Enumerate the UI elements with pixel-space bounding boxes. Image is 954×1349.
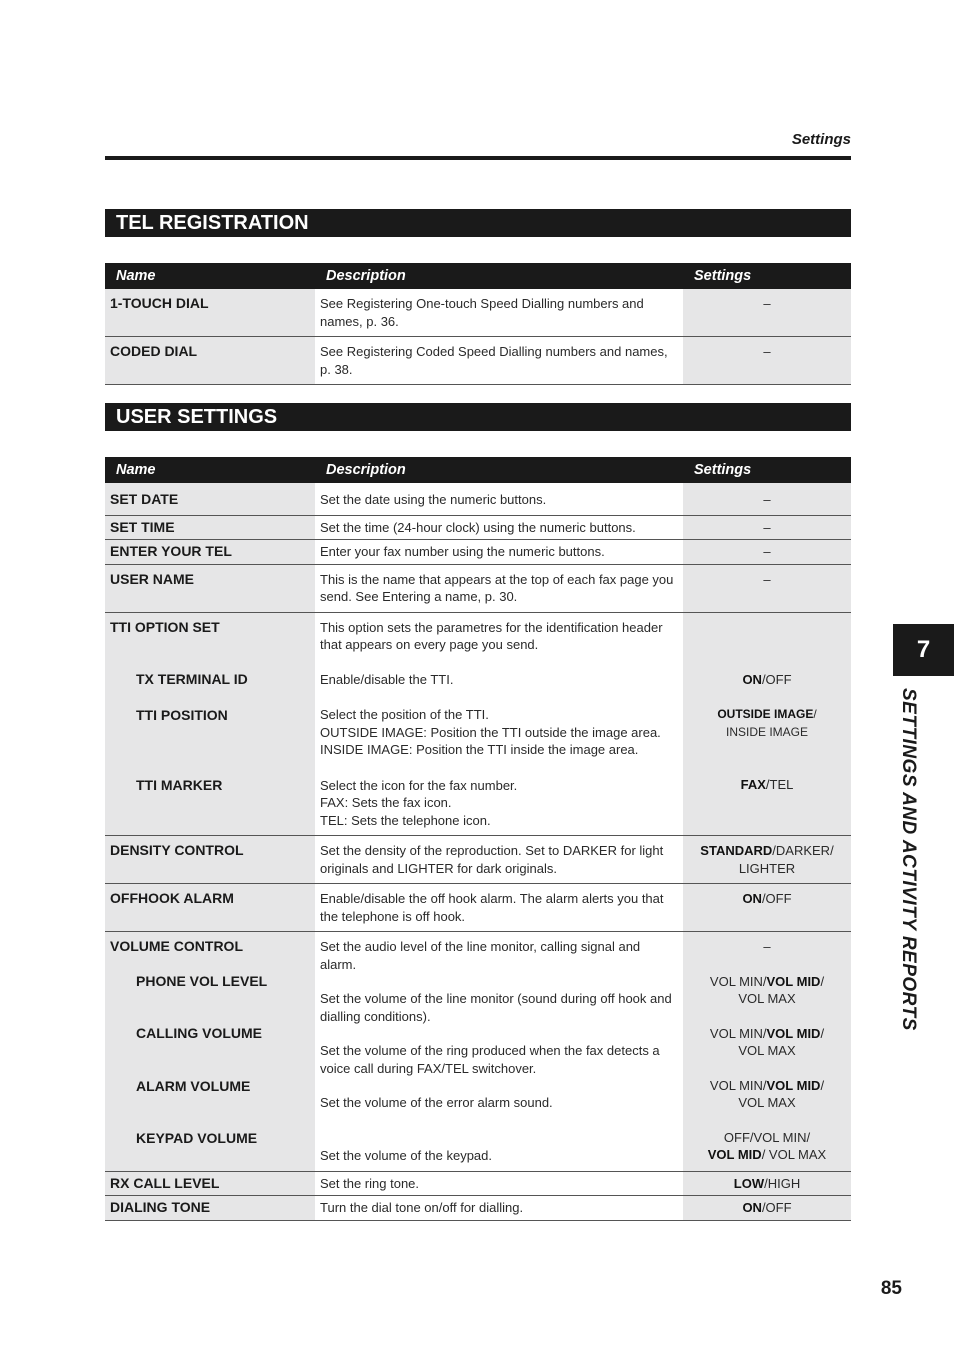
setting-value: OUTSIDE IMAGE/ [717,707,817,721]
table-row [105,564,851,612]
row-description: INSIDE IMAGE: Position the TTI inside the image area. [320,742,639,757]
column-header-name: Name [105,457,315,483]
row-settings-group [683,612,851,836]
default-value: LOW [733,1175,765,1191]
setting-value: ON/OFF [742,671,792,687]
row-description: Set the volume of the keypad. [320,1147,492,1163]
row-subname: PHONE VOL LEVEL [136,972,268,989]
user-settings-table [105,457,851,1221]
row-subname: TTI MARKER [136,777,223,793]
setting-value: OFF/VOL MIN/ [723,1129,811,1145]
row-subname: TTI POSITION [136,706,228,723]
setting-value: VOL MIN/VOL MID/ [709,1025,825,1041]
section-title-tel-registration: TEL REGISTRATION [105,209,851,237]
row-description: Set the ring tone. [315,1171,683,1196]
row-subname: CALLING VOLUME [136,1025,262,1041]
table-row [105,289,851,337]
row-settings: STANDARD/DARKER/ LIGHTER [683,836,851,884]
table-row [105,932,851,1172]
row-description: Enable/disable the TTI. [320,671,454,687]
row-description: Enable/disable the off hook alarm. The alarm alerts you that the telephone is off hook. [315,884,683,932]
row-settings: – [683,515,851,540]
row-description: This is the name that appears at the top of each fax page you send. See Entering a name, p. 30. [315,564,683,612]
row-name: USER NAME [105,564,315,612]
row-settings: – [683,564,851,612]
tel-registration-table [105,263,851,385]
row-description: Set the date using the numeric buttons. [315,483,683,515]
row-name: CODED DIAL [105,337,315,385]
row-description: FAX: Sets the fax icon. [320,795,452,810]
row-description: Set the volume of the line monitor (sound during off hook and dialling conditions). [320,991,672,1024]
row-name: DIALING TONE [105,1196,315,1221]
row-description-group [315,932,683,1172]
default-value: FAX [740,777,766,792]
row-description: Set the time (24-hour clock) using the numeric buttons. [315,515,683,540]
chapter-number-tab: 7 [893,624,954,676]
table-row [105,515,851,540]
page-number: 85 [880,1278,902,1299]
row-description: Select the position of the TTI. [320,707,489,722]
table-row [105,884,851,932]
setting-value: INSIDE IMAGE [725,724,808,739]
setting-value: VOL MIN/VOL MID/ [709,973,825,989]
row-name-group [105,612,315,836]
row-description: Set the density of the reproduction. Set to DARKER for light originals and LIGHTER for dark originals. [315,836,683,884]
row-subname: KEYPAD VOLUME [136,1130,258,1146]
row-name: SET DATE [105,483,315,515]
default-value: STANDARD [700,843,773,858]
row-description: Set the audio level of the line monitor, calling signal and alarm. [320,939,641,972]
row-description: See Registering One-touch Speed Dialling numbers and names, p. 36. [315,289,683,337]
default-value: VOL MID [766,973,821,989]
table-row [105,836,851,884]
table-row [105,540,851,565]
default-value: ON [742,1200,762,1215]
row-settings-group: – VOL MIN/VOL MID/ VOL MAX VOL MIN/VOL MID/ VOL MAX VOL MIN/VOL MID/ VOL MAX OFF/VOL MIN/ VOL MID/ VOL MAX [683,932,851,1172]
row-description: Set the volume of the error alarm sound. [320,1095,553,1110]
table-row [105,1171,851,1196]
row-settings: – [683,540,851,565]
default-value: VOL MID [707,1147,762,1162]
table-header-row [105,457,851,483]
header-rule [105,156,851,160]
row-name-group [105,932,315,1172]
row-name: DENSITY CONTROL [105,836,315,884]
chapter-title: SETTINGS AND ACTIVITY REPORTS [898,688,919,1031]
row-description: TEL: Sets the telephone icon. [320,812,491,828]
row-settings: ON/OFF [683,884,851,932]
row-name: ENTER YOUR TEL [105,540,315,565]
row-description: See Registering Coded Speed Dialling numbers and names, p. 38. [315,337,683,385]
default-value: VOL MID [766,1025,821,1041]
column-header-description: Description [315,263,683,289]
column-header-settings: Settings [683,263,851,289]
default-value: VOL MID [766,1077,821,1093]
row-name: OFFHOOK ALARM [105,884,315,932]
row-description: OUTSIDE IMAGE: Position the TTI outside the image area. [320,724,661,740]
table-header-row [105,263,851,289]
setting-value: FAX/TEL [740,777,794,792]
running-head: Settings [791,131,851,148]
row-name: TTI OPTION SET [110,618,220,635]
row-settings: ON/OFF [683,1196,851,1221]
default-value: ON [742,671,762,687]
column-header-description: Description [315,457,683,483]
setting-value: – [763,939,771,954]
default-value: OUTSIDE IMAGE [717,707,814,721]
row-name: 1-TOUCH DIAL [105,289,315,337]
column-header-settings: Settings [683,457,851,483]
table-row [105,1196,851,1221]
row-description: Select the icon for the fax number. [320,777,518,793]
row-settings: – [683,337,851,385]
row-name: RX CALL LEVEL [105,1171,315,1196]
row-settings: – [683,483,851,515]
table-row [105,612,851,836]
row-description: This option sets the parametres for the identification header that appears on every page you send. [320,619,663,652]
table-row [105,337,851,385]
row-name: VOLUME CONTROL [110,938,243,954]
row-settings: – [683,289,851,337]
setting-value: VOL MIN/VOL MID/ [709,1077,825,1093]
row-settings: LOW/HIGH [683,1171,851,1196]
row-subname: TX TERMINAL ID [136,671,248,687]
row-description: Set the volume of the ring produced when the fax detects a voice call during FAX/TEL switchover. [320,1043,660,1076]
row-subname: ALARM VOLUME [136,1077,251,1094]
row-name: SET TIME [105,515,315,540]
table-row [105,483,851,515]
row-description: Turn the dial tone on/off for dialling. [315,1196,683,1221]
default-value: ON [742,891,762,906]
row-description-group [315,612,683,836]
section-title-user-settings: USER SETTINGS [105,403,851,431]
row-description: Enter your fax number using the numeric buttons. [315,540,683,565]
column-header-name: Name [105,263,315,289]
